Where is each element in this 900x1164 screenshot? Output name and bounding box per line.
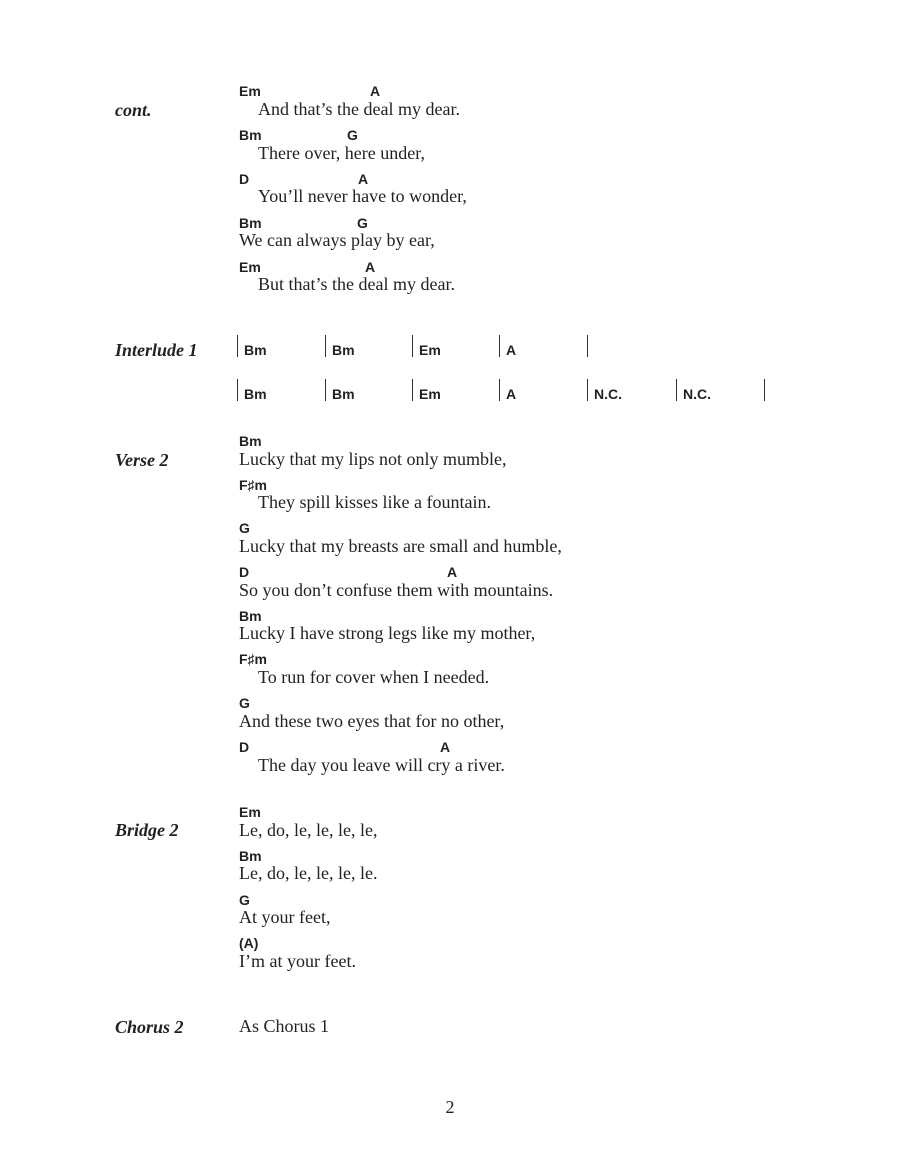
lyric-line: So you don’t confuse them with mountains. bbox=[239, 580, 554, 600]
lyric-line: You’ll never have to wonder, bbox=[258, 186, 467, 206]
lyric-line: But that’s the deal my dear. bbox=[258, 274, 455, 294]
bar-line bbox=[764, 379, 765, 401]
section-label-interlude-1: Interlude 1 bbox=[115, 340, 198, 360]
chord: Bm bbox=[239, 433, 262, 449]
chord: A bbox=[370, 83, 381, 99]
chord: Bm bbox=[239, 848, 262, 864]
chord: A bbox=[506, 342, 517, 358]
lyric-line: To run for cover when I needed. bbox=[258, 667, 490, 687]
chord: A bbox=[447, 564, 458, 580]
lyric-line: At your feet, bbox=[239, 907, 331, 927]
lyric-line: Lucky I have strong legs like my mother, bbox=[239, 623, 536, 643]
bar-line bbox=[412, 379, 413, 401]
chord: G bbox=[357, 215, 368, 231]
chord: G bbox=[239, 892, 250, 908]
bar-line bbox=[587, 379, 588, 401]
chord: Bm bbox=[332, 342, 355, 358]
chord: G bbox=[239, 520, 250, 536]
bar-line bbox=[499, 335, 500, 357]
chord: A bbox=[440, 739, 451, 755]
chord: F♯m bbox=[239, 477, 267, 493]
chord: Em bbox=[239, 804, 261, 820]
chorus-2-instruction: As Chorus 1 bbox=[239, 1016, 330, 1036]
bar-line bbox=[499, 379, 500, 401]
bar-line bbox=[237, 335, 238, 357]
chord: D bbox=[239, 171, 250, 187]
lyric-line: The day you leave will cry a river. bbox=[258, 755, 505, 775]
chord: G bbox=[239, 695, 250, 711]
lyric-line: And that’s the deal my dear. bbox=[258, 99, 460, 119]
lyric-line: Lucky that my lips not only mumble, bbox=[239, 449, 507, 469]
chord: Bm bbox=[239, 127, 262, 143]
chord: Bm bbox=[239, 608, 262, 624]
chord: Em bbox=[239, 83, 261, 99]
bar-line bbox=[237, 379, 238, 401]
chord: G bbox=[347, 127, 358, 143]
chord: Em bbox=[419, 342, 441, 358]
lyric-line: Lucky that my breasts are small and humble, bbox=[239, 536, 562, 556]
page-number: 2 bbox=[445, 1097, 455, 1117]
section-label-chorus-2: Chorus 2 bbox=[115, 1017, 184, 1037]
section-label-bridge-2: Bridge 2 bbox=[115, 820, 179, 840]
chord: A bbox=[365, 259, 376, 275]
lyric-line: Le, do, le, le, le, le, bbox=[239, 820, 378, 840]
chord: Bm bbox=[244, 386, 267, 402]
lyric-line: And these two eyes that for no other, bbox=[239, 711, 505, 731]
chord: D bbox=[239, 564, 250, 580]
section-label-cont: cont. bbox=[115, 100, 152, 120]
chord: Em bbox=[419, 386, 441, 402]
chord: D bbox=[239, 739, 250, 755]
bar-line bbox=[412, 335, 413, 357]
chord: Bm bbox=[332, 386, 355, 402]
chord: Bm bbox=[239, 215, 262, 231]
lyric-line: They spill kisses like a fountain. bbox=[258, 492, 491, 512]
chord: N.C. bbox=[594, 386, 622, 402]
chord: A bbox=[506, 386, 517, 402]
bar-line bbox=[676, 379, 677, 401]
chord: Em bbox=[239, 259, 261, 275]
lyric-line: We can always play by ear, bbox=[239, 230, 435, 250]
bar-line bbox=[325, 379, 326, 401]
lyric-line: I’m at your feet. bbox=[239, 951, 356, 971]
chord: (A) bbox=[239, 935, 259, 951]
section-label-verse-2: Verse 2 bbox=[115, 450, 169, 470]
lyric-line: There over, here under, bbox=[258, 143, 425, 163]
bar-line bbox=[325, 335, 326, 357]
chord: A bbox=[358, 171, 369, 187]
lyric-line: Le, do, le, le, le, le. bbox=[239, 863, 378, 883]
bar-line bbox=[587, 335, 588, 357]
chord: Bm bbox=[244, 342, 267, 358]
chord: N.C. bbox=[683, 386, 711, 402]
chord: F♯m bbox=[239, 651, 267, 667]
